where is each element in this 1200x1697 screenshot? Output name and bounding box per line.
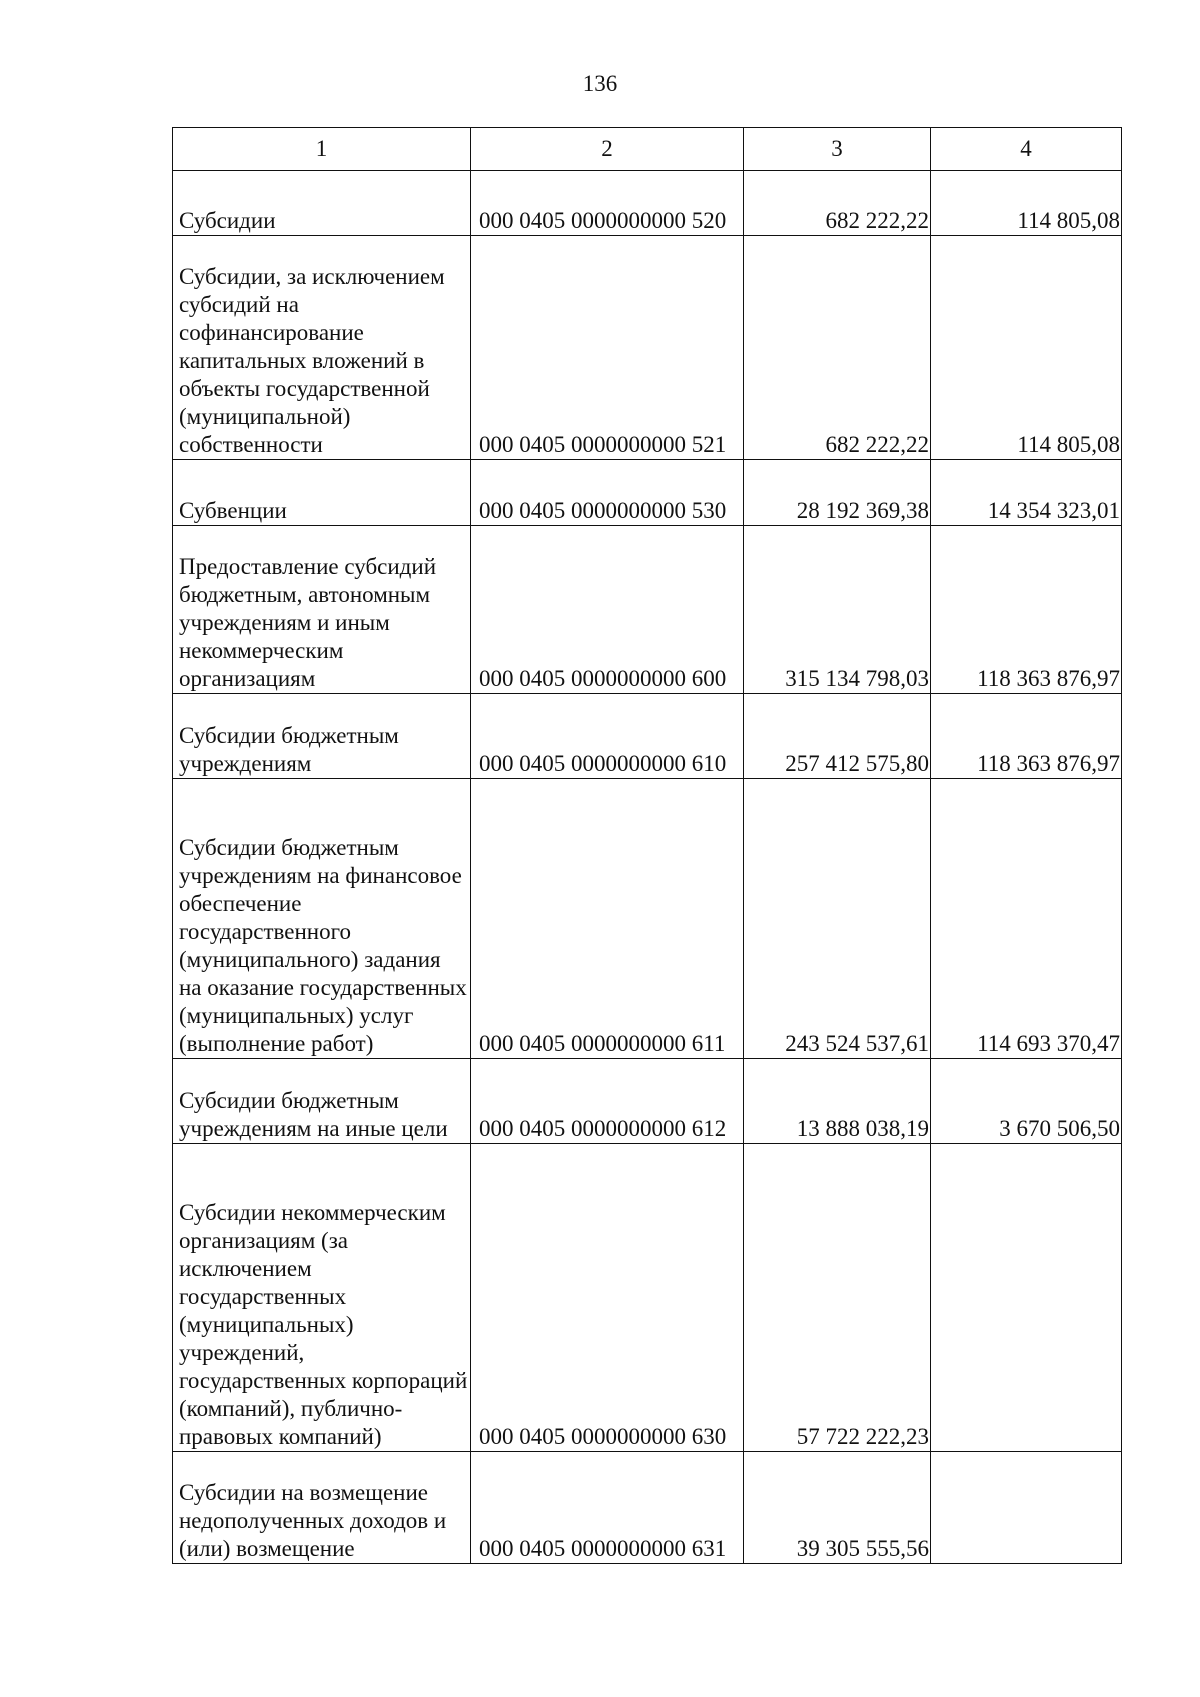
row-name: Субсидии бюджетным учреждениям	[179, 723, 399, 776]
row-code-cell: 000 0405 0000000000 520	[471, 171, 744, 236]
row-value-col4: 118 363 876,97	[931, 694, 1122, 779]
row-value-col3: 243 524 537,61	[744, 779, 931, 1059]
row-code-cell: 000 0405 0000000000 611	[471, 779, 744, 1059]
table-row	[173, 694, 1122, 779]
row-name-cell	[173, 779, 471, 1059]
row-name: Субсидии, за исключением субсидий на софинансирование капитальных вложений в объекты государственной (муниципальной) собственности	[179, 264, 445, 457]
row-name-cell	[173, 694, 471, 779]
row-value-col4: 3 670 506,50	[931, 1059, 1122, 1144]
row-code-cell: 000 0405 0000000000 600	[471, 526, 744, 694]
row-value-col3: 28 192 369,38	[744, 460, 931, 526]
row-value-col4: 118 363 876,97	[931, 526, 1122, 694]
row-value-col4	[931, 1144, 1122, 1452]
row-name-cell	[173, 1452, 471, 1564]
row-name: Субсидии бюджетным учреждениям на иные цели	[179, 1088, 448, 1141]
row-name: Субсидии бюджетным учреждениям на финансовое обеспечение государственного (муниципального) задания на оказание государственных (муниципальных) услуг (выполнение работ)	[179, 835, 467, 1056]
column-header-3: 3	[744, 128, 931, 171]
table-row	[173, 171, 1122, 236]
row-value-col3: 39 305 555,56	[744, 1452, 931, 1564]
row-value-col4	[931, 1452, 1122, 1564]
table-row	[173, 1144, 1122, 1452]
row-value-col4: 114 805,08	[931, 236, 1122, 460]
column-header-4: 4	[931, 128, 1122, 171]
column-header-1: 1	[173, 128, 471, 171]
row-value-col3: 257 412 575,80	[744, 694, 931, 779]
row-code-cell: 000 0405 0000000000 612	[471, 1059, 744, 1144]
table-row	[173, 1452, 1122, 1564]
row-value-col3: 13 888 038,19	[744, 1059, 931, 1144]
row-name-cell	[173, 526, 471, 694]
row-code-cell: 000 0405 0000000000 630	[471, 1144, 744, 1452]
row-value-col3: 315 134 798,03	[744, 526, 931, 694]
table-row	[173, 236, 1122, 460]
table-header-row	[173, 128, 1122, 171]
row-value-col4: 114 693 370,47	[931, 779, 1122, 1059]
row-name: Предоставление субсидий бюджетным, автономным учреждениям и иным некоммерческим организациям	[179, 554, 436, 691]
row-code-cell: 000 0405 0000000000 521	[471, 236, 744, 460]
row-name-cell	[173, 460, 471, 526]
row-name: Субсидии некоммерческим организациям (за исключением государственных (муниципальных) учреждений, государственных корпораций (компаний), публично-правовых компаний)	[179, 1200, 468, 1449]
row-name-cell	[173, 1144, 471, 1452]
table-row	[173, 779, 1122, 1059]
budget-table	[172, 127, 1122, 1564]
row-code-cell: 000 0405 0000000000 610	[471, 694, 744, 779]
row-code-cell: 000 0405 0000000000 631	[471, 1452, 744, 1564]
row-name-cell	[173, 171, 471, 236]
row-name: Субсидии	[179, 208, 276, 233]
row-name-cell	[173, 1059, 471, 1144]
row-value-col4: 14 354 323,01	[931, 460, 1122, 526]
row-value-col3: 682 222,22	[744, 236, 931, 460]
row-name-cell	[173, 236, 471, 460]
row-name: Субсидии на возмещение недополученных доходов и (или) возмещение	[179, 1480, 447, 1561]
column-header-2: 2	[471, 128, 744, 171]
row-value-col3: 57 722 222,23	[744, 1144, 931, 1452]
row-value-col4: 114 805,08	[931, 171, 1122, 236]
page-number: 136	[582, 71, 618, 96]
table-row	[173, 460, 1122, 526]
table-row	[173, 1059, 1122, 1144]
row-value-col3: 682 222,22	[744, 171, 931, 236]
row-code-cell: 000 0405 0000000000 530	[471, 460, 744, 526]
row-name: Субвенции	[179, 498, 287, 523]
table-row	[173, 526, 1122, 694]
